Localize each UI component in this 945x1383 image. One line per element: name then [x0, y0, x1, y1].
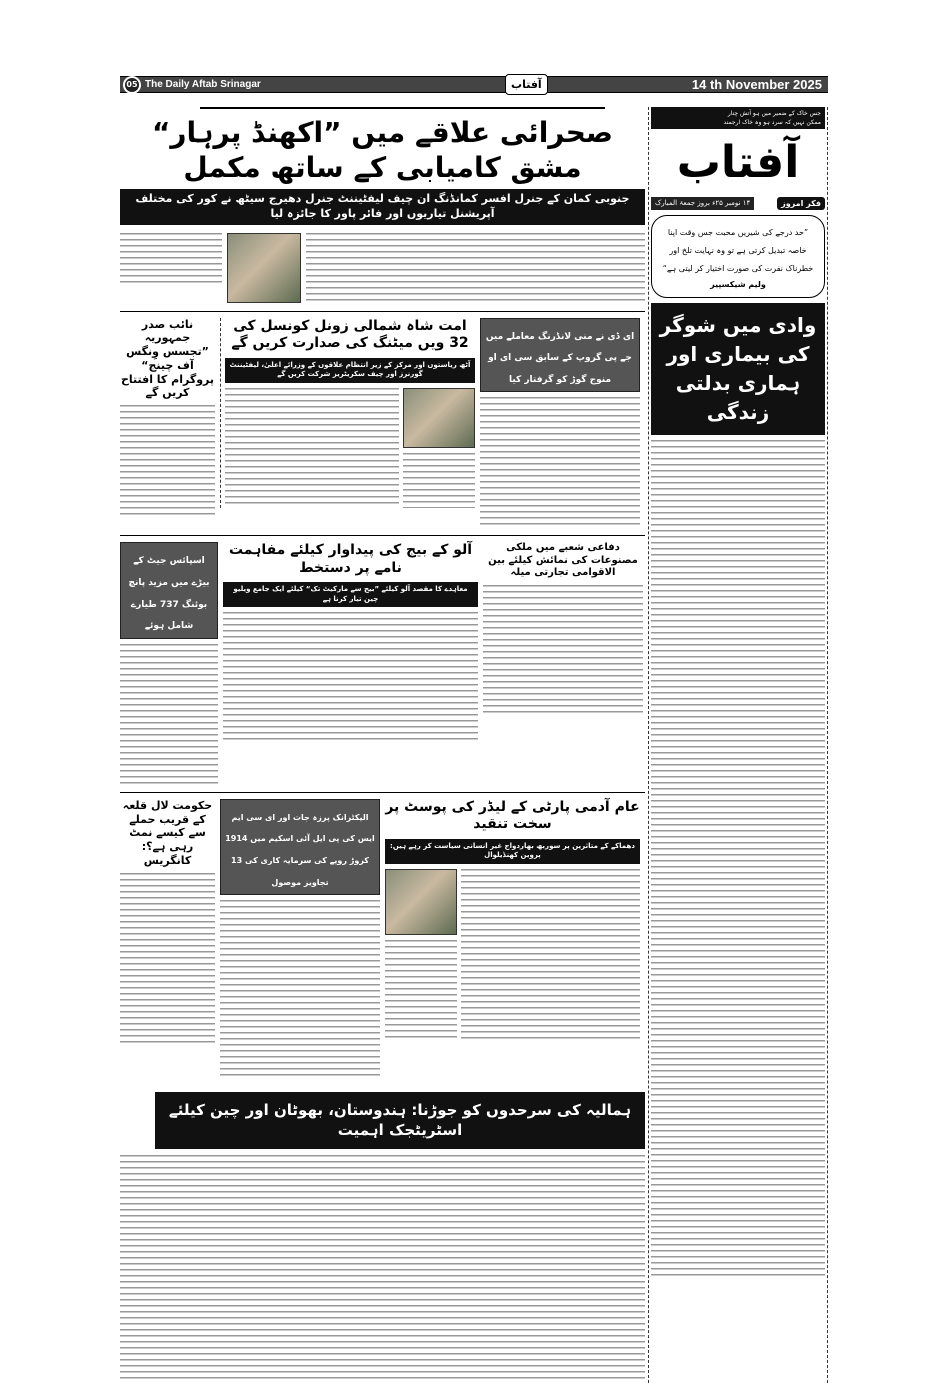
editorial-text — [651, 440, 825, 1280]
congress-story — [120, 799, 215, 1043]
eps-headline: الیکٹرانک پرزہ جات اور ای سی ایم ایس کی پی ایل آئی اسکیم میں 1914 کروڑ روپے کی سرمایہ کاری کی 13 تجاویز موصول — [225, 812, 375, 887]
spicejet-story — [120, 542, 218, 783]
sidebar-tagline-bar — [651, 107, 825, 129]
section-label: فکر امروز — [777, 197, 825, 210]
section-date: ۱۴ نومبر ۲۵ء بروز جمعۃ المبارک — [651, 197, 754, 210]
aap-subheadline: دھماکے کے متاثرین پر سوربھ بھاردواج غیر انسانی سیاست کر رہے ہیں: پروین کھنڈیلوال — [385, 839, 640, 864]
section-row — [651, 197, 825, 210]
vice-president-headline: نائب صدر جمہوریہ ”تجسس وِنگس آف چینج“ پروگرام کا افتتاح کریں گے — [120, 317, 215, 400]
aap-photo-column — [385, 869, 457, 1040]
quote-author: ولیم شیکسپیر — [710, 280, 766, 289]
ed-headline: ای ڈی نے منی لانڈرنگ معاملے میں جے پی گروپ کے سابق سی ای او منوج گوڑ کو گرفتار کیا — [485, 331, 635, 385]
potato-text — [223, 612, 478, 742]
sidebar — [648, 107, 828, 1383]
amit-shah-text-2 — [403, 453, 475, 508]
aap-body — [385, 869, 640, 1040]
issue-date: 14 th November 2025 — [691, 77, 822, 92]
defence-story — [483, 542, 643, 715]
amit-shah-photo-column — [403, 388, 475, 508]
masthead-left — [123, 76, 261, 94]
eps-headline-box — [220, 799, 380, 895]
aap-text — [461, 869, 640, 1039]
eps-text — [220, 900, 380, 1080]
quote-box — [651, 215, 825, 298]
masthead-bar — [120, 76, 828, 93]
aap-story — [385, 799, 640, 1040]
amit-shah-story — [220, 318, 475, 508]
aap-text-2 — [385, 940, 457, 1040]
defence-text — [483, 585, 643, 715]
row-1 — [120, 233, 645, 303]
congress-text — [120, 873, 215, 1043]
congress-headline: حکومت لال قلعہ کے قریب حملے سے کیسے نمٹ رہی ہے؟: کانگریس — [122, 798, 213, 867]
amit-shah-photo — [403, 388, 475, 448]
paper-name: The Daily Aftab Srinagar — [145, 79, 261, 90]
row-3 — [120, 535, 645, 783]
amit-shah-body — [225, 388, 475, 508]
row-2 — [120, 311, 645, 528]
spicejet-headline-box — [120, 542, 218, 638]
newspaper-page — [120, 0, 828, 1383]
eps-story — [220, 799, 380, 1080]
main-story-text-left — [120, 233, 222, 283]
main-story-photo — [227, 233, 301, 303]
himalaya-text — [120, 1155, 645, 1383]
vice-president-story — [120, 318, 215, 516]
page-number: 05 — [123, 76, 141, 94]
himalaya-headline: ہمالیہ کی سرحدوں کو جوڑنا: ہندوستان، بھوٹان اور چین کیلئے اسٹریٹجک اہمیت — [155, 1092, 645, 1149]
potato-headline: آلو کے بیج کی پیداوار کیلئے مفاہمت نامے پر دستخط — [228, 542, 473, 576]
amit-shah-subheadline: آٹھ ریاستوں اور مرکز کے زیر انتظام علاقوں کے وزرائے اعلیٰ، لیفٹیننٹ گورنرز اور چیف سکریٹریز شرکت کریں گے — [225, 358, 475, 383]
sidebar-logo: آفتاب — [676, 137, 800, 188]
potato-subheadline: معاہدے کا مقصد آلو کیلئے ”بیج سے مارکیٹ تک“ کیلئے ایک جامع ویلیو چین تیار کرنا ہے — [223, 582, 478, 607]
ed-story — [480, 318, 640, 528]
tagline-right: جس خاک کے ضمیر میں ہو آتش چنار — [727, 110, 821, 117]
row-4 — [120, 792, 645, 1080]
main-subheadline: جنوبی کمان کے جنرل افسر کمانڈنگ ان چیف لیفٹیننٹ جنرل دھیرج سیٹھ نے کور کی مختلف آپریشنل تیاریوں اور فائر پاور کا جائزہ لیا — [120, 189, 645, 225]
ed-text — [480, 397, 640, 527]
amit-shah-headline: امت شاہ شمالی زونل کونسل کی 32 ویں میٹنگ کی صدارت کریں گے — [231, 317, 469, 352]
tagline-left: ممکن نہیں کہ سرد ہو وہ خاک ارجمند — [723, 119, 821, 126]
main-headline: صحرائی علاقے میں ”اکھنڈ پرہار“ مشق کامیابی کے ساتھ مکمل — [152, 116, 613, 184]
editorial-headline: وادی میں شوگر کی بیماری اور ہماری بدلتی زندگی — [651, 303, 825, 435]
amit-shah-text — [225, 388, 399, 508]
quote-text: ”حد درجے کی شیریں محبت جس وقت اپنا خاصہ تبدیل کرتی ہے تو وہ نہایت تلخ اور خطرناک نفرت کی صورت اختیار کر لیتی ہے“ — [662, 228, 814, 273]
divider — [200, 107, 605, 109]
spicejet-headline: اسپائس جیٹ کے بیڑے میں مزید پانچ بوئنگ 737 طیارے شامل ہوئے — [128, 556, 210, 632]
masthead-logo: آفتاب — [505, 74, 548, 95]
aap-headline: عام آدمی پارٹی کے لیڈر کی پوسٹ پر سخت تنقید — [385, 798, 640, 833]
defence-headline: دفاعی شعبے میں ملکی مصنوعات کی نمائش کیلئے بین الاقوامی تجارتی میلہ — [488, 542, 638, 579]
ed-headline-box — [480, 318, 640, 393]
page-layout — [120, 107, 828, 1383]
main-column — [120, 107, 645, 1383]
aap-photo — [385, 869, 457, 935]
spicejet-text — [120, 644, 218, 784]
vice-president-text — [120, 405, 215, 515]
potato-story — [223, 542, 478, 742]
main-story-text — [306, 233, 645, 303]
